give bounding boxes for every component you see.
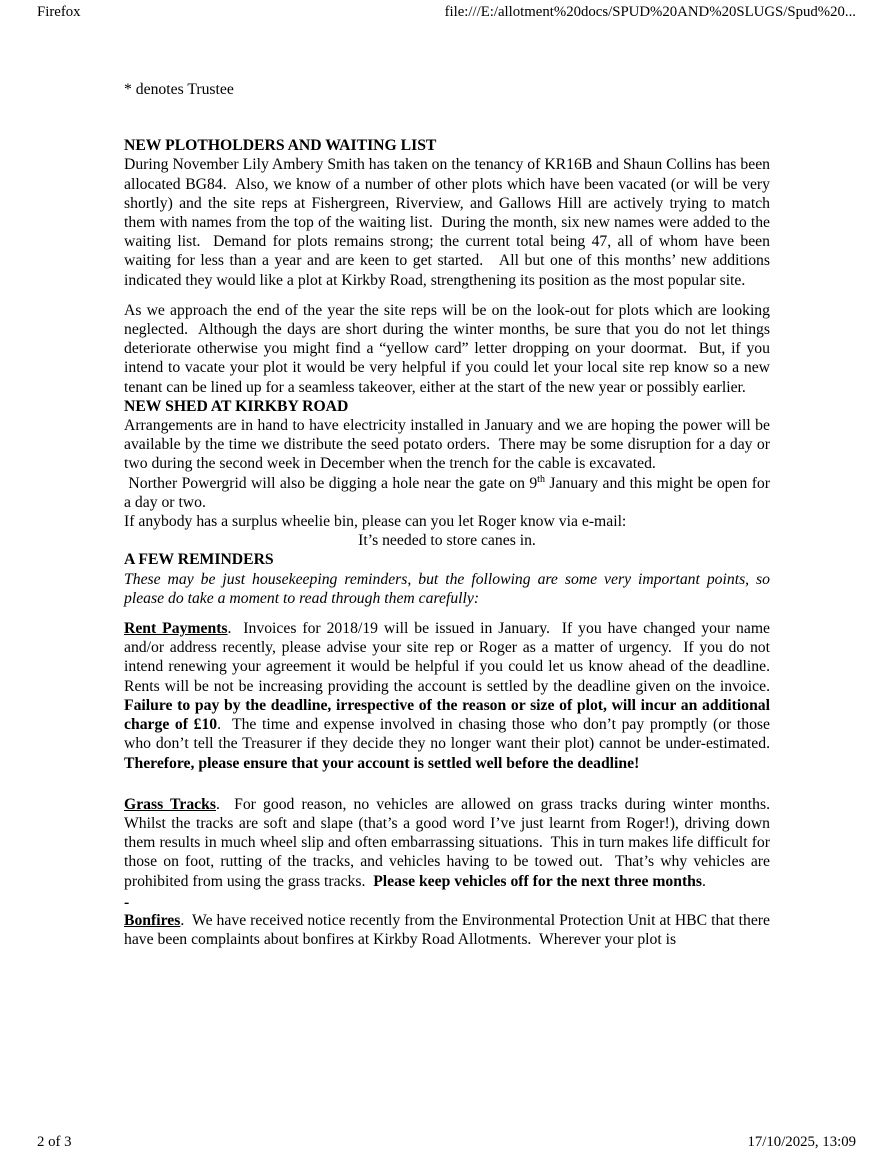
text-run: . For good reason, no vehicles are allowed on grass tracks during winter months. Whilst the tracks are soft and slape (that’s a good word I’ve just learnt from Roger!), driving down them results in much wheel slip and often embarrassing situations. This in turn makes life difficult for those on foot, rutting of the tracks, and vehicles having to be towed out. That’s why vehicles are prohibited from using the grass tracks. — [124, 795, 782, 890]
paragraph-shed-wheelie-bin — [124, 512, 770, 531]
paragraph-rent-payments — [124, 619, 778, 773]
paragraph-grass-tracks — [124, 795, 782, 891]
paragraph-shed-electricity — [124, 416, 774, 474]
text-run: If anybody has a surplus wheelie bin, please can you let Roger know via e-mail: — [124, 513, 627, 531]
text-run: . — [702, 872, 706, 890]
paragraph-plotholders-1 — [124, 155, 774, 289]
text-run: Rent Payments — [124, 620, 228, 638]
text-run: Please keep vehicles off for the next three months — [373, 872, 703, 890]
section-heading-reminders: A FEW REMINDERS — [124, 551, 274, 569]
trustee-note: * denotes Trustee — [124, 81, 234, 98]
text-run: th — [537, 473, 545, 485]
print-header-app-name: Firefox — [37, 4, 81, 20]
section-heading-shed: NEW SHED AT KIRKBY ROAD — [124, 397, 349, 415]
text-run: . The time and expense involved in chasing those who don’t pay promptly (or those who don’t tell the Treasurer if they decide they no longer want their plot) cannot be under-estimated. — [124, 716, 778, 753]
print-footer-page-number: 2 of 3 — [37, 1134, 72, 1150]
document-content — [124, 80, 782, 949]
stray-dash: - — [124, 893, 130, 911]
paragraph-plotholders-2 — [124, 301, 774, 397]
text-run: Arrangements are in hand to have electricity installed in January and we are hoping the power will be available by the time we distribute the seed potato orders. There may be some disruption for a day or two during the second week in December when the trench for the cable is excavated. — [124, 417, 774, 473]
text-run: Therefore, please ensure that your account is settled well before the deadline! — [124, 754, 640, 772]
paragraph-reminders-intro — [124, 570, 774, 608]
text-run: During November Lily Ambery Smith has taken on the tenancy of KR16B and Shaun Collins has been allocated BG84. Also, we know of a number of other plots which have been vacated (or will be very shortly) and the site reps at Fishergreen, Riverview, and Gallows Hill are actively trying to match them with names from the top of the waiting list. During the month, six new names were added to the waiting list. Demand for plots remains strong; the current total being 47, all of whom have been waiting for less than a year and are keen to get started. All but one of this months’ new additions indicated they would like a plot at Kirkby Road, strengthening its position as the most popular site. — [124, 156, 774, 289]
print-footer-datetime: 17/10/2025, 13:09 — [747, 1134, 856, 1150]
text-run: Bonfires — [124, 911, 181, 929]
paragraph-shed-canes-note: It’s needed to store canes in. — [358, 532, 536, 550]
print-header — [0, 4, 893, 20]
print-header-file-url: file:///E:/allotment%20docs/SPUD%20AND%20SLUGS/Spud%20... — [444, 4, 856, 20]
paragraph-shed-powergrid — [124, 473, 774, 512]
print-footer — [0, 1134, 893, 1150]
paragraph-bonfires — [124, 911, 774, 949]
text-run: Grass Tracks — [124, 795, 216, 813]
text-run: . We have received notice recently from the Environmental Protection Unit at HBC that there have been complaints about bonfires at Kirkby Road Allotments. Wherever your plot is — [124, 911, 774, 948]
text-run: As we approach the end of the year the site reps will be on the look-out for plots which are looking neglected. Although the days are short during the winter months, be sure that you do not let things deteriorate otherwise you might find a “yellow card” letter dropping on your doormat. But, if you intend to vacate your plot it would be very helpful if you could let your local site rep know so a new tenant can be lined up for a seamless takeover, either at the start of the new year or possibly earlier. — [124, 301, 774, 396]
section-heading-plotholders: NEW PLOTHOLDERS AND WAITING LIST — [124, 137, 437, 155]
text-run: Norther Powergrid will also be digging a hole near the gate on 9 — [124, 474, 538, 492]
text-run: January and this might be open for a day or two. — [124, 474, 774, 511]
text-run: . Invoices for 2018/19 will be issued in January. If you have changed your name and/or address recently, please advise your site rep or Roger as a matter of urgency. If you do not intend renewing your agreement it would be helpful if you could let us know ahead of the deadline. Rents will be not be increasing providing the account is settled by the deadline given on the invoice. — [124, 620, 778, 695]
text-run: Failure to pay by the deadline, irrespective of the reason or size of plot, will incur an additional charge of £10 — [124, 696, 774, 734]
text-run: These may be just housekeeping reminders, but the following are some very important points, so please do take a moment to read through them carefully: — [124, 570, 774, 607]
